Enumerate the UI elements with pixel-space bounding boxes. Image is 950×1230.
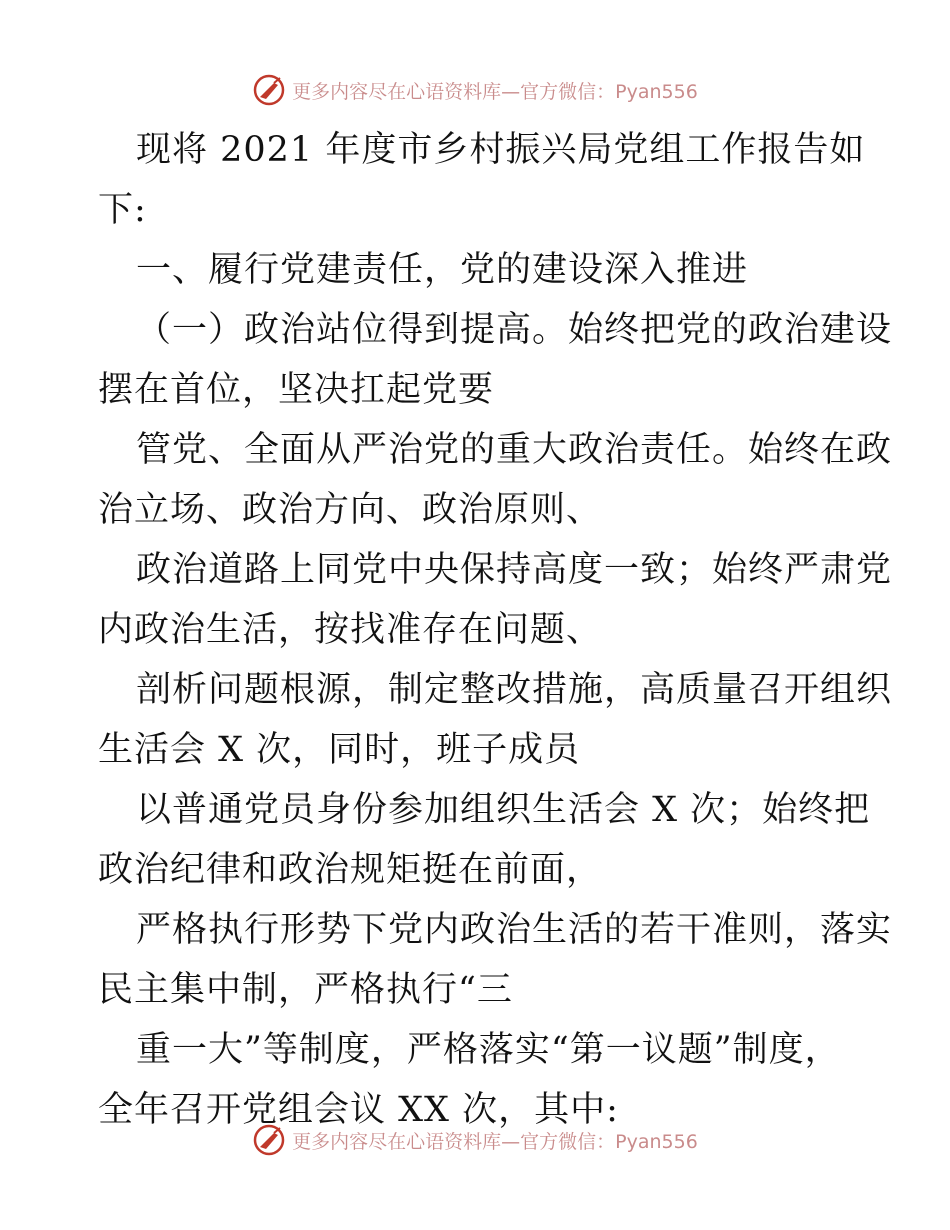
footer-watermark-banner <box>0 1120 950 1160</box>
text-line: 内政治生活，按找准存在问题、 <box>98 610 603 650</box>
quill-seal-icon <box>252 73 286 107</box>
text-line: 生活会 X 次，同时，班子成员 <box>98 730 581 770</box>
text-line: 政治纪律和政治规矩挺在前面， <box>98 850 603 890</box>
watermark-text: 更多内容尽在心语资料库—官方微信：Pyan556 <box>292 80 698 103</box>
quill-seal-icon <box>252 1123 286 1157</box>
text-line: 治立场、政治方向、政治原则、 <box>98 490 603 530</box>
text-line: 民主集中制，严格执行“三 <box>98 970 513 1010</box>
text-line: 剖析问题根源，制定整改措施，高质量召开组织 <box>136 670 893 710</box>
document-body <box>98 120 893 1140</box>
text-line: 全年召开党组会议 XX 次，其中: <box>98 1090 619 1130</box>
text-line: 重一大”等制度，严格落实“第一议题”制度， <box>136 1030 841 1070</box>
text-line: 下: <box>98 190 147 230</box>
watermark-text: 更多内容尽在心语资料库—官方微信：Pyan556 <box>292 1130 698 1153</box>
text-line: 管党、全面从严治党的重大政治责任。始终在政 <box>136 430 893 470</box>
header-watermark-banner <box>0 70 950 110</box>
text-line: 政治道路上同党中央保持高度一致；始终严肃党 <box>136 550 893 590</box>
text-line: 以普通党员身份参加组织生活会 X 次；始终把 <box>136 790 871 830</box>
text-line: 摆在首位，坚决扛起党要 <box>98 370 495 410</box>
text-line: 现将 2021 年度市乡村振兴局党组工作报告如 <box>136 130 866 170</box>
text-line: （一）政治站位得到提高。始终把党的政治建设 <box>136 310 893 350</box>
text-line: 严格执行形势下党内政治生活的若干准则，落实 <box>136 910 893 950</box>
text-line: 一、履行党建责任，党的建设深入推进 <box>136 250 749 290</box>
